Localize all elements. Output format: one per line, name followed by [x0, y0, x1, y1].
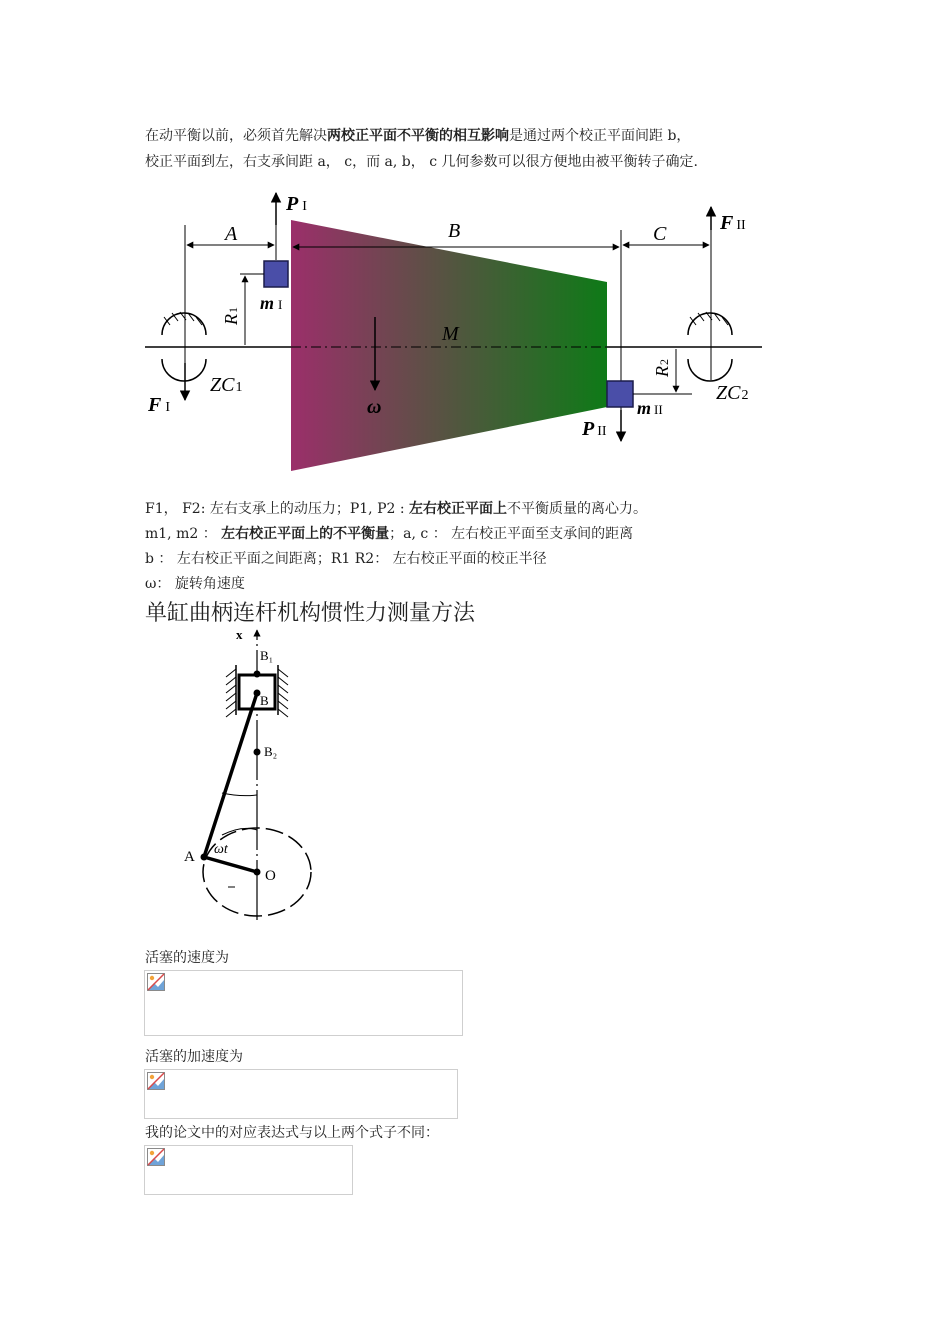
- caption-thesis: 我的论文中的对应表达式与以上两个式子不同：: [145, 1125, 439, 1141]
- legend-line-3: b ： 左右校正平面之间距离；R1 R2： 左右校正平面的校正半径: [145, 551, 547, 567]
- label-o: O: [265, 868, 276, 884]
- intro-line-1: 在动平衡以前，必须首先解决两校正平面不平衡的相互影响是通过两个校正平面间距 b，: [145, 128, 691, 144]
- mass-m1: [264, 261, 288, 287]
- connecting-rod: [204, 693, 257, 857]
- mass-m2: [607, 381, 633, 407]
- label-b: B: [448, 220, 461, 242]
- caption-acceleration: 活塞的加速度为: [145, 1049, 243, 1065]
- rotor-balance-diagram: [140, 185, 770, 480]
- intro-bold-phrase: 两校正平面不平衡的相互影响: [327, 128, 509, 144]
- label-a: A: [225, 223, 238, 245]
- legend-line-2: m1, m2 ： 左右校正平面上的不平衡量；a, c ： 左右校正平面至支承间的距离: [145, 526, 634, 542]
- label-c: C: [653, 223, 667, 245]
- slider-crank-diagram: [170, 625, 330, 925]
- label-b: B: [260, 693, 269, 708]
- label-r1: R1: [221, 307, 241, 325]
- rotor-body: [291, 220, 607, 471]
- broken-image-icon: [147, 1072, 165, 1090]
- thesis-formula-image: [144, 1145, 353, 1195]
- label-b1: B₁: [260, 648, 274, 663]
- label-m2: m II: [637, 398, 663, 418]
- label-zc1: ZC1: [210, 374, 243, 396]
- label-m1: m I: [260, 293, 283, 313]
- label-zc2: ZC2: [716, 382, 749, 404]
- label-b2: B₂: [264, 744, 278, 759]
- label-f1: F I: [148, 394, 171, 416]
- intro-line-2: 校正平面到左，右支承间距 a， c，而 a, b， c 几何参数可以很方便地由被平衡转子确定.: [145, 154, 698, 170]
- section-heading: 单缸曲柄连杆机构惯性力测量方法: [145, 601, 476, 626]
- broken-image-icon: [147, 973, 165, 991]
- acceleration-formula-image: [144, 1069, 458, 1119]
- label-p2: P II: [582, 418, 607, 440]
- crank-arm: [204, 857, 257, 872]
- broken-image-icon: [147, 1148, 165, 1166]
- label-omega-t: ωt: [214, 842, 228, 857]
- label-f2: F II: [720, 212, 746, 234]
- velocity-formula-image: [144, 970, 463, 1036]
- legend-line-1: F1， F2: 左右支承上的动压力；P1, P2 : 左右校正平面上不平衡质量的离心力。: [145, 501, 648, 517]
- label-m: M: [442, 323, 459, 345]
- label-r2: R2: [652, 359, 672, 377]
- label-a: A: [184, 849, 195, 865]
- label-p1: P I: [286, 193, 307, 215]
- label-omega: ω: [367, 396, 382, 418]
- caption-velocity: 活塞的速度为: [145, 950, 229, 966]
- legend-line-4: ω： 旋转角速度: [145, 576, 245, 592]
- label-x: x: [236, 627, 243, 642]
